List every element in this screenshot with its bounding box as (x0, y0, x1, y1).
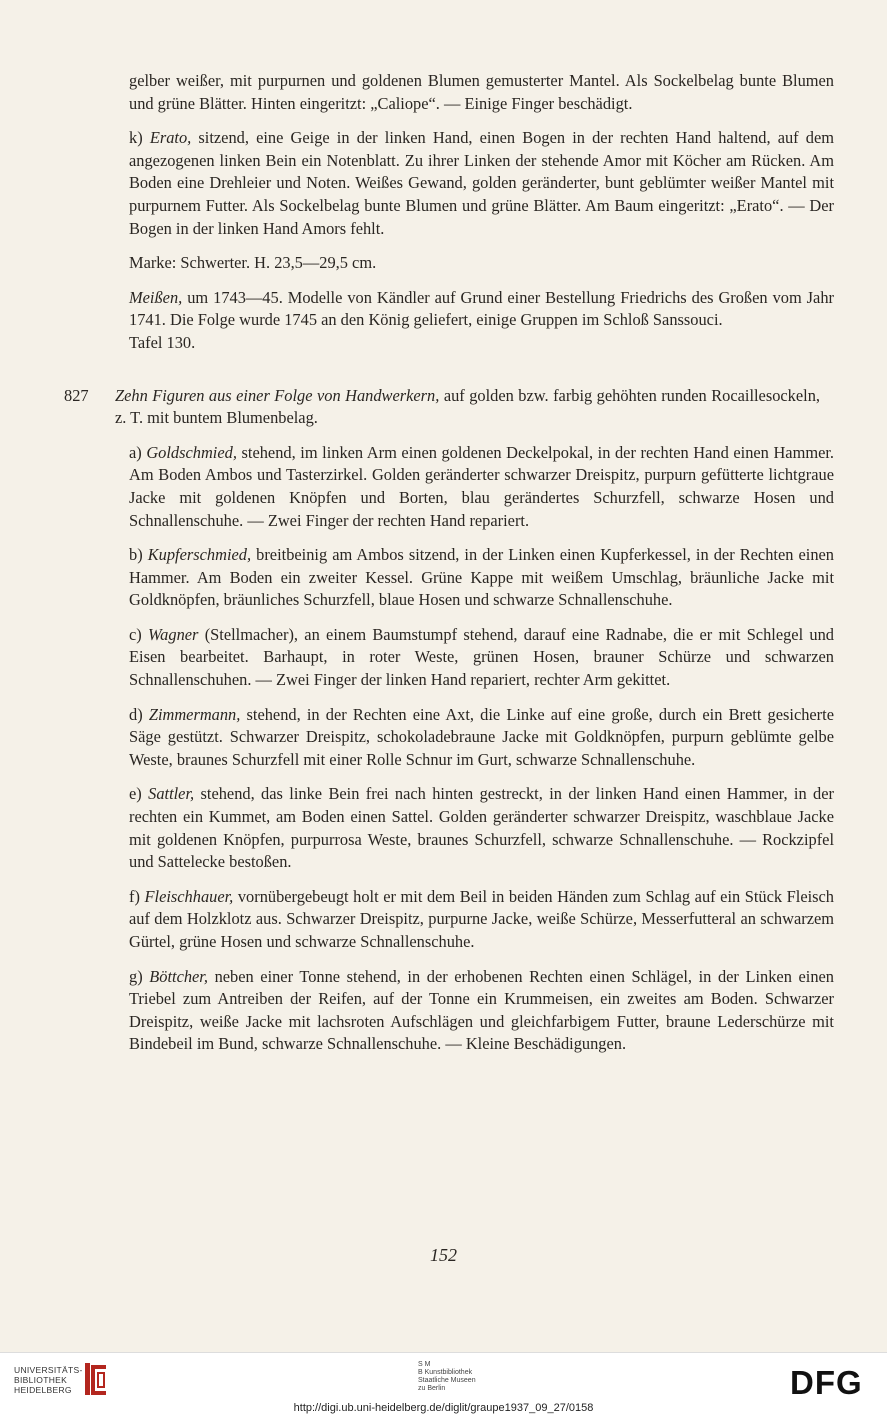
entry-d (129, 704, 834, 772)
entry-f-text: vornübergebeugt holt er mit dem Beil in beiden Händen zum Schlag auf ein Stück Fleisch auf dem Holzklotz aus. Schwarzer Dreispitz, purpurne Jacke, weiße Schürze, Messerfutteral an schwarzem Gürtel, grüne Hosen und schwarze Schnallenschuhe. (129, 886, 835, 951)
stamp-line2: B Kunstbibliothek (418, 1369, 473, 1376)
entry-b (129, 544, 834, 612)
entry-f (129, 886, 834, 954)
dfg-logo[interactable] (790, 1367, 874, 1397)
entry-g-name: Böttcher, (149, 966, 208, 986)
entry-e (129, 783, 834, 873)
entry-intro-text: auf golden bzw. farbig gehöhten runden Rocaillesockeln, z. T. mit buntem Blumenbelag. (115, 385, 820, 428)
entry-a-name: Goldschmied, (146, 442, 237, 462)
tafel-text: Tafel 130. (129, 332, 196, 352)
entry-b-label: b) (129, 545, 143, 565)
uni-logo-line2: BIBLIOTHEK (14, 1375, 68, 1385)
entry-d-text: stehend, in der Rechten eine Axt, die Linke auf eine große, durch ein Brett gesicherte Säge gestützt. Schwarzer Dreispitz, schokoladebraune Jacke mit Goldknöpfen, purpurn geblümte gelbe Weste, braunes Schurzfell mit einer Rolle Schnur im Gurt, schwarze Schnallenschuhe. (129, 704, 834, 769)
stamp-line3: Staatliche Museen (418, 1377, 476, 1384)
university-library-logo[interactable] (14, 1365, 83, 1395)
caliope-text: gelber weißer, mit purpurnen und goldenen Blumen gemusterter Mantel. Als Sockelbelag bunte Blumen und grüne Blätter. Hinten eingeritzt: „Caliope“. — Einige Finger beschädigt. (129, 71, 834, 113)
marke-text: Marke: Schwerter. H. 23,5—29,5 cm. (129, 253, 377, 273)
entry-a-label: a) (129, 442, 142, 462)
entry-k-name: Erato, (149, 128, 192, 148)
provenance-paragraph (129, 287, 834, 332)
university-seal-icon (82, 1361, 110, 1397)
entry-f-label: f) (129, 886, 140, 906)
entry-c-text: (Stellmacher), an einem Baumstumpf stehend, darauf eine Radnabe, die er mit Schlegel und Eisen bearbeitet. Barhaupt, in roter Weste, grünen Hosen, brauner Schürze und schwarzen Schnallenschuhen. — Zwei Finger der linken Hand repariert, rechter Arm gekittet. (129, 624, 834, 690)
permalink-url[interactable]: http://digi.ub.uni-heidelberg.de/diglit/graupe1937_09_27/0158 (293, 1402, 594, 1414)
footer-bar (0, 1352, 887, 1416)
uni-logo-line3: HEIDELBERG (14, 1385, 72, 1395)
tafel-line (129, 332, 834, 355)
marke-line (129, 252, 834, 275)
entry-a-text: stehend, im linken Arm einen goldenen Deckelpokal, in der rechten Hand einen Hammer. Am Boden Ambos und Tasterzirkel. Golden geränderter schwarzer Dreispitz, purpurn gefütterte lichtgraue Jacke mit goldenen Knöpfen und Borten, blau gerändertes Schurzfell, schwarze Hosen und Schnallenschuhe. — Zwei Finger der rechten Hand repariert. (129, 442, 834, 530)
entry-title: Zehn Figuren aus einer Folge von Handwerkern, (115, 385, 440, 405)
paragraph-caliope (129, 70, 834, 115)
entry-c (129, 624, 834, 692)
text-block (64, 70, 835, 1068)
entry-d-label: d) (129, 704, 143, 724)
entry-d-name: Zimmermann, (148, 704, 241, 724)
entry-f-name: Fleischhauer, (144, 886, 234, 906)
uni-logo-line1: UNIVERSITÄTS- (14, 1365, 83, 1375)
page-number: 152 (430, 1245, 457, 1265)
entry-number: 827 (64, 385, 89, 405)
entry-c-label: c) (129, 624, 142, 644)
dfg-logo-text: DFG (790, 1367, 863, 1397)
library-stamp (418, 1361, 476, 1393)
entry-827 (64, 385, 834, 430)
entry-e-label: e) (129, 784, 142, 804)
entry-g-text: neben einer Tonne stehend, in der erhobenen Rechten einen Schlägel, in der Linken einen Triebel zum Antreiben der Reifen, auf der Tonne ein Krummeisen, ein zweites am Boden. Schwarzer Dreispitz, weiße Jacke mit lachsroten Aufschlägen und gleichfarbigem Futter, braune Lederschürze mit Bindebeil im Bund, schwarze Schnallenschuhe. — Kleine Beschädigungen. (129, 966, 834, 1054)
entry-k-text: sitzend, eine Geige in der linken Hand, einen Bogen in der rechten Hand haltend, auf dem angezogenen linken Bein ein Notenblatt. Zu ihrer Linken der stehende Amor mit Köcher am Rücken. Am Boden eine Drehleier und Noten. Weißes Gewand, golden geränderter, bunt geblümter weißer Mantel mit purpurnem Futter. Als Sockelbelag bunte Blumen und grüne Blätter. Am Baum eingeritzt: „Erato“. — Der Bogen in der linken Hand Amors fehlt. (129, 128, 834, 238)
place-name: Meißen, (129, 287, 183, 307)
provenance-text: um 1743—45. Modelle von Kändler auf Grund einer Bestellung Friedrichs des Großen vom Jahr 1741. Die Folge wurde 1745 an den König geliefert, einige Gruppen im Schloß Sanssouci. (129, 287, 834, 330)
entry-k (129, 127, 834, 240)
entry-e-text: stehend, das linke Bein frei nach hinten gestreckt, in der linken Hand einen Hammer, in der rechten ein Kummet, am Boden einen Sattel. Golden geränderter schwarzer Dreispitz, waschblaue Jacke mit goldenen Knöpfen, purpurrosa Weste, braunes Schurzfell, schwarze Schnallenschuhe. — Rockzipfel und Sattelecke bestoßen. (129, 784, 834, 872)
entry-b-text: breitbeinig am Ambos sitzend, in der Linken einen Kupferkessel, in der Rechten einen Hammer. Am Boden ein zweiter Kessel. Grüne Kappe mit weißem Umschlag, bräunliche Jacke mit Goldknöpfen, bräunliches Schurzfell, blaue Hosen und schwarze Schnallenschuhe. (129, 545, 834, 610)
entry-e-name: Sattler, (148, 784, 195, 804)
entry-g-label: g) (129, 966, 143, 986)
entry-a (129, 442, 834, 532)
stamp-line1: S M (418, 1361, 431, 1368)
entry-k-label: k) (129, 128, 143, 148)
stamp-line4: zu Berlin (418, 1385, 446, 1392)
entry-b-name: Kupferschmied, (147, 545, 252, 565)
entry-g (129, 966, 834, 1056)
entry-c-name: Wagner (148, 624, 199, 644)
